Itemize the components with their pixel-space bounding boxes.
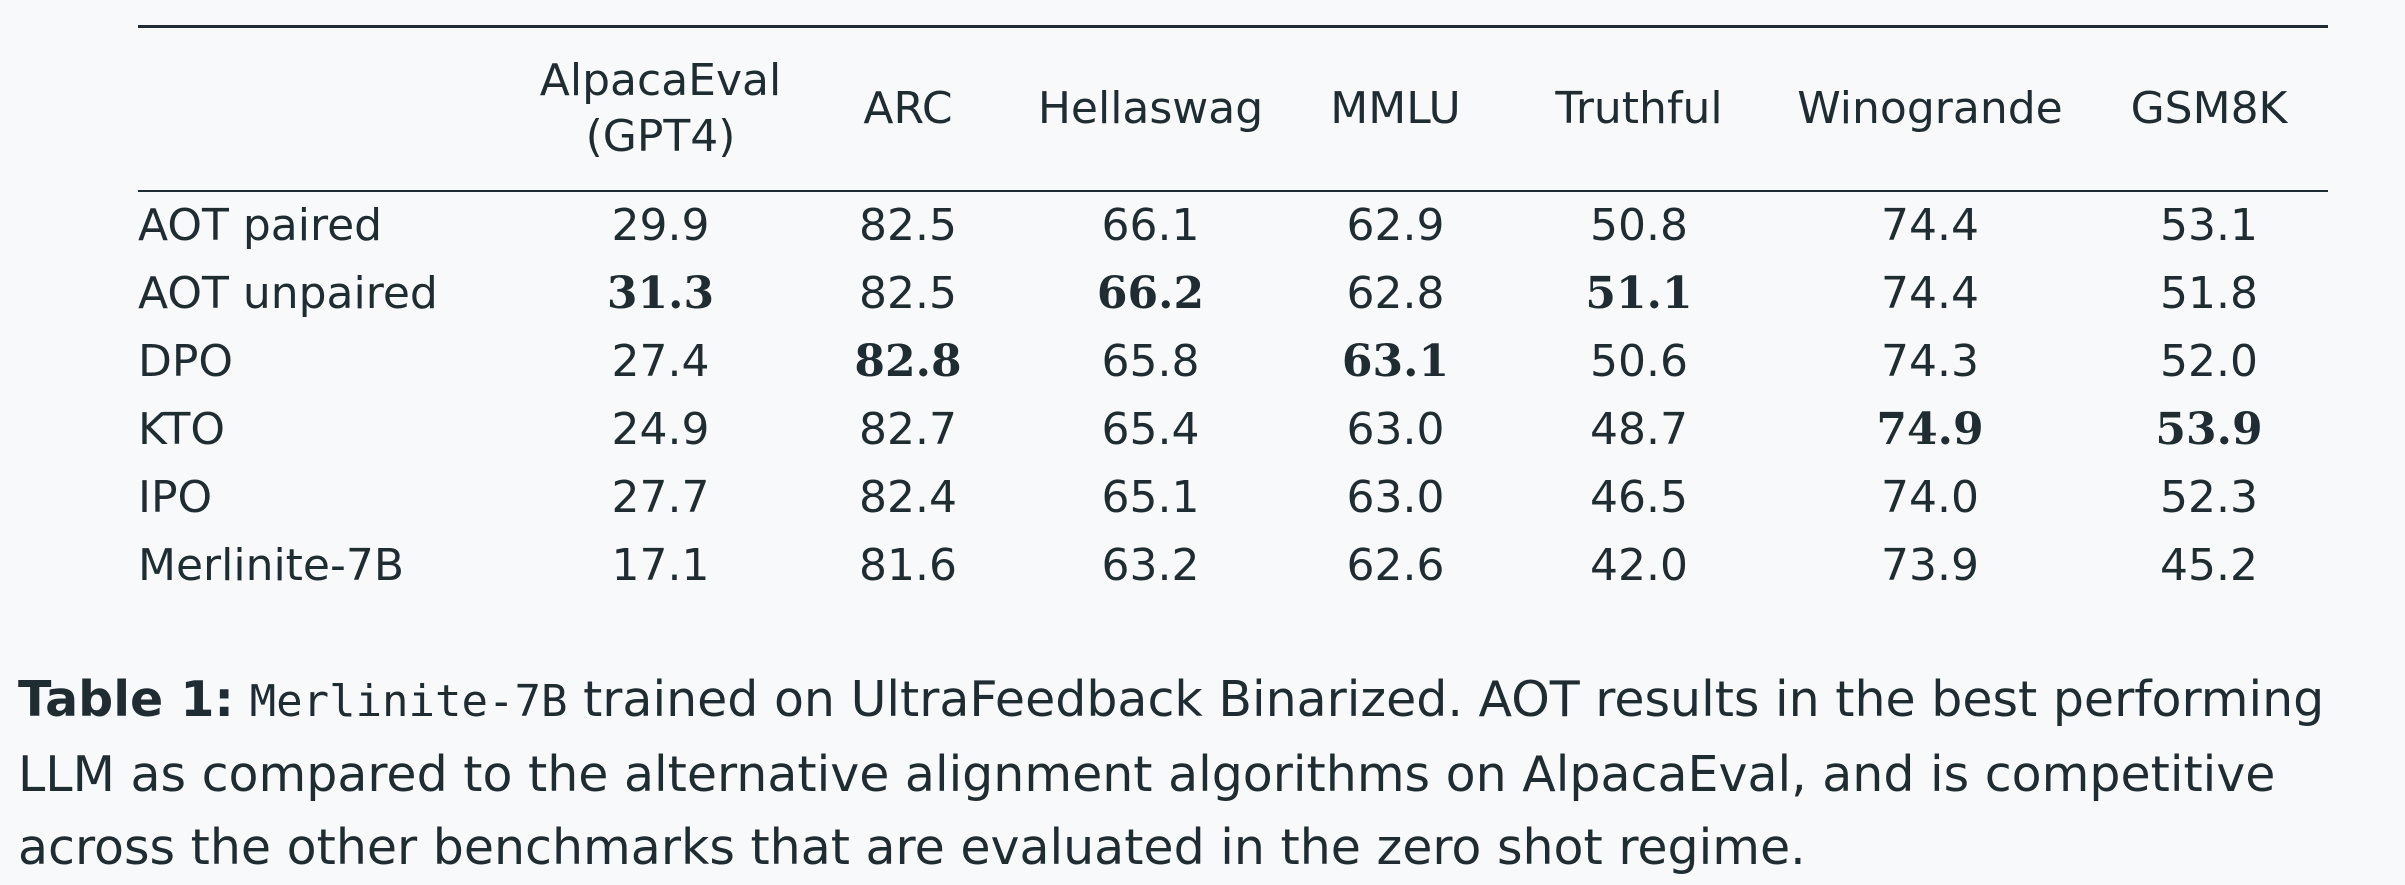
- cell-value: 51.8: [2160, 268, 2258, 319]
- cell-value: 46.5: [1590, 472, 1688, 523]
- row-label: AOT unpaired: [138, 268, 438, 319]
- row-label: Merlinite-7B: [138, 540, 405, 591]
- cell-value: 62.6: [1346, 540, 1445, 591]
- cell-value: 63.0: [1346, 472, 1445, 523]
- cell-value: 27.4: [611, 336, 710, 387]
- cell-value-best: 63.1: [1341, 336, 1450, 387]
- row-label: KTO: [138, 404, 225, 455]
- cell-value: 52.0: [2160, 336, 2258, 387]
- cell-value: 65.4: [1101, 404, 1200, 455]
- header-truthful: Truthful: [1555, 83, 1723, 134]
- header-gsm8k: GSM8K: [2130, 83, 2288, 134]
- cell-value: 82.5: [859, 200, 957, 251]
- cell-value: 62.9: [1346, 200, 1445, 251]
- cell-value: 74.4: [1881, 200, 1979, 251]
- cell-value-best: 66.2: [1096, 268, 1205, 319]
- cell-value: 73.9: [1881, 540, 1979, 591]
- cell-value-best: 31.3: [606, 268, 715, 319]
- cell-value: 45.2: [2160, 540, 2258, 591]
- table-row: [138, 464, 2328, 532]
- cell-value: 48.7: [1590, 404, 1688, 455]
- cell-value-best: 51.1: [1585, 268, 1693, 319]
- row-label: AOT paired: [138, 200, 383, 251]
- caption-label: Table 1:: [18, 671, 235, 728]
- cell-value-best: 53.9: [2155, 404, 2263, 455]
- table-row: [138, 396, 2328, 464]
- header-hellaswag: Hellaswag: [1037, 83, 1264, 134]
- row-label: IPO: [138, 472, 213, 523]
- cell-value: 81.6: [859, 540, 957, 591]
- benchmark-table: [138, 28, 2328, 190]
- header-empty-cell: [138, 28, 523, 190]
- row-label: DPO: [138, 336, 234, 387]
- cell-value-best: 82.8: [854, 336, 962, 387]
- cell-value: 24.9: [611, 404, 710, 455]
- table-row: [138, 260, 2328, 328]
- header-winogrande: Winogrande: [1797, 83, 2063, 134]
- cell-value: 66.1: [1101, 200, 1200, 251]
- header-mmlu: MMLU: [1330, 83, 1461, 134]
- benchmark-table-body: [138, 192, 2328, 600]
- header-alpacaeval: AlpacaEval (GPT4): [539, 55, 782, 162]
- cell-value: 29.9: [611, 200, 710, 251]
- cell-value: 50.6: [1590, 336, 1688, 387]
- table-row: [138, 328, 2328, 396]
- caption-model-name: Merlinite-7B: [249, 676, 568, 727]
- results-table: [138, 25, 2328, 600]
- header-arc: ARC: [863, 83, 953, 134]
- cell-value: 63.2: [1101, 540, 1200, 591]
- cell-value: 74.3: [1881, 336, 1979, 387]
- table-row: [138, 532, 2328, 600]
- cell-value: 17.1: [611, 540, 710, 591]
- cell-value: 62.8: [1346, 268, 1445, 319]
- cell-value: 74.4: [1881, 268, 1979, 319]
- cell-value: 53.1: [2160, 200, 2258, 251]
- caption-text: trained on UltraFeedback Binarized. AOT results in the best performing LLM as compared to the alternative alignment algorithms on AlpacaEval, and is competitive across the other benchmarks that are evaluated in the zero shot regime.: [18, 671, 2325, 876]
- cell-value: 63.0: [1346, 404, 1445, 455]
- cell-value: 27.7: [611, 472, 710, 523]
- table-row: [138, 192, 2328, 260]
- table-caption: [18, 663, 2388, 884]
- cell-value: 52.3: [2160, 472, 2258, 523]
- cell-value: 82.4: [859, 472, 957, 523]
- cell-value: 74.0: [1881, 472, 1979, 523]
- cell-value: 65.1: [1101, 472, 1200, 523]
- cell-value: 82.5: [859, 268, 957, 319]
- cell-value: 82.7: [859, 404, 957, 455]
- table-header: [138, 28, 2328, 190]
- cell-value: 50.8: [1590, 200, 1688, 251]
- cell-value: 65.8: [1101, 336, 1200, 387]
- cell-value: 42.0: [1590, 540, 1688, 591]
- cell-value-best: 74.9: [1876, 404, 1984, 455]
